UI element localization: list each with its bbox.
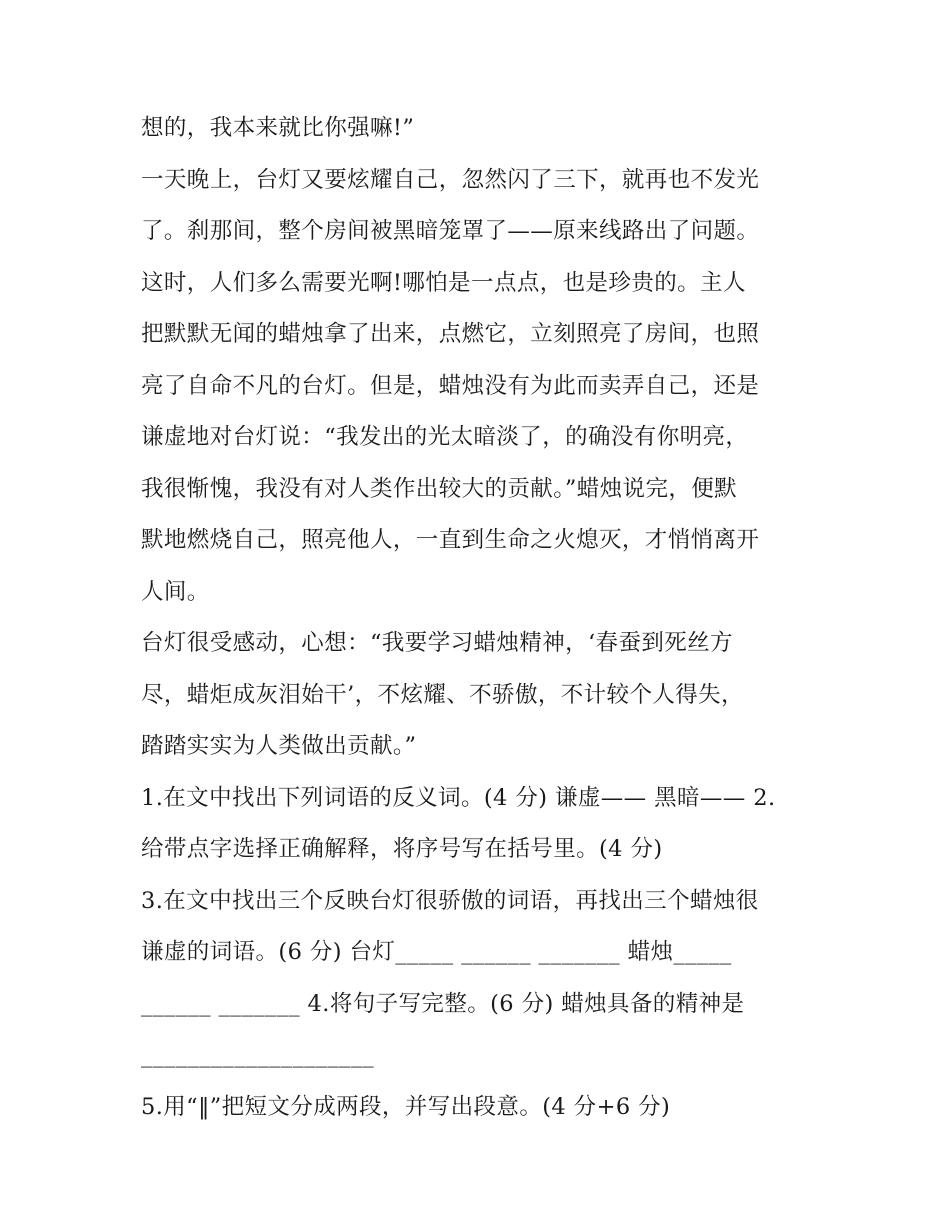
text-line-11: 台灯很受感动，心想：“我要学习蜡烛精神，‘春蚕到死丝方 [141,630,733,656]
text-line-9: 默地燃烧自己，照亮他人，一直到生命之火熄灭，才悄悄离开 [141,527,760,553]
question-line-3: 3.在文中找出三个反映台灯很骄傲的词语，再找出三个蜡烛很 [141,887,759,914]
answer-blank-line: ____________________ [141,1042,374,1068]
text-line-4: 这时，人们多么需要光啊!哪怕是一点点，也是珍贵的。主人 [141,269,746,296]
text-line-6: 亮了自命不凡的台灯。但是，蜡烛没有为此而卖弄自己，还是 [141,372,760,399]
text-line-10: 人间。 [141,578,210,605]
text-line-7: 谦虚地对台灯说：“我发出的光太暗淡了，的确没有你明亮， [141,424,749,450]
text-line-3: 了。刹那间，整个房间被黑暗笼罩了——原来线路出了问题。 [141,218,760,244]
text-line-2: 一天晚上，台灯又要炫耀自己，忽然闪了三下，就再也不发光 [141,166,760,193]
text-line-5: 把默默无闻的蜡烛拿了出来，点燃它，立刻照亮了房间，也照 [141,321,760,347]
text-line-8: 我很惭愧，我没有对人类作出较大的贡献。”蜡烛说完，便默 [141,475,738,502]
text-line-13: 踏踏实实为人类做出贡献。” [141,733,417,759]
text-line-12: 尽，蜡炬成灰泪始干’，不炫耀、不骄傲，不计较个人得失， [141,681,744,708]
question-line-2: 给带点字选择正确解释，将序号写在括号里。(4 分) [141,836,663,862]
question-line-5: ______ _______ 4.将句子写完整。(6 分) 蜡烛具备的精神是 [141,990,745,1017]
question-line-4: 谦虚的词语。(6 分) 台灯_____ ______ _______ 蜡烛_____ [141,939,732,965]
document-page [141,103,821,1133]
text-line-1: 想的，我本来就比你强嘛!” [141,115,415,141]
question-line-1: 1.在文中找出下列词语的反义词。(4 分) 谦虚—— 黑暗—— 2. [141,784,776,811]
question-line-6: 5.用“‖”把短文分成两段，并写出段意。(4 分+6 分) [141,1093,671,1120]
